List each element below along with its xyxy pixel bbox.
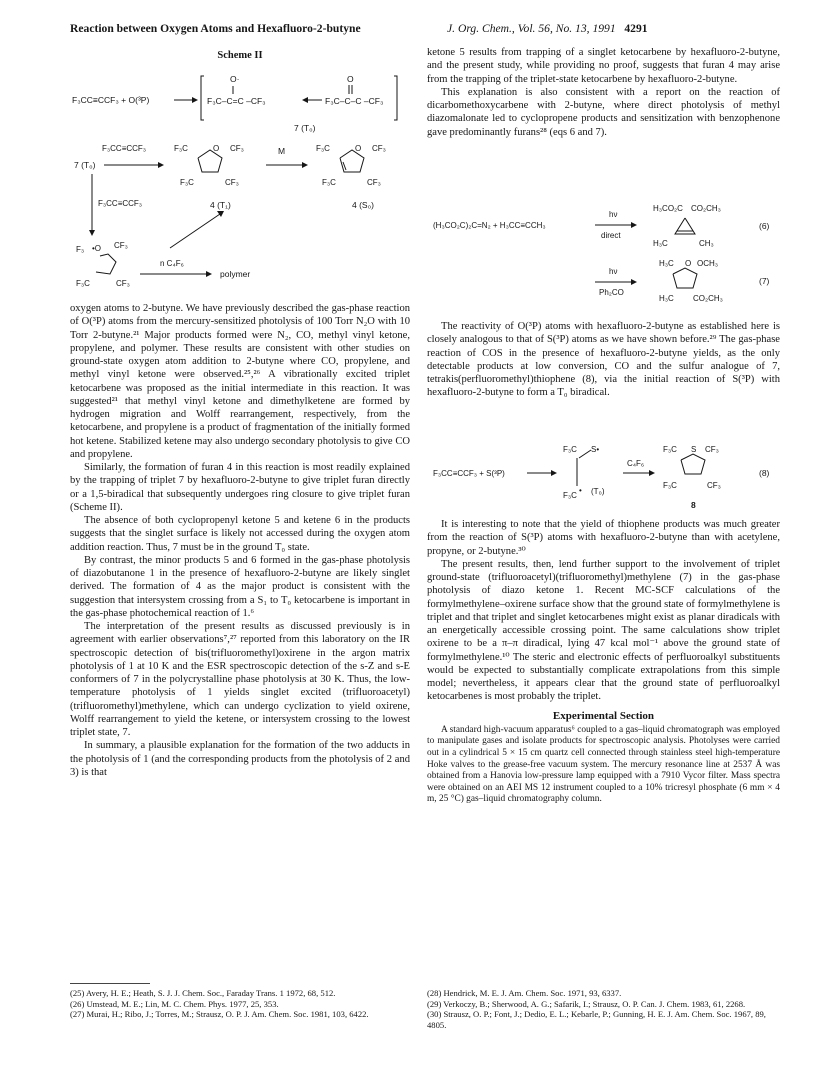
svg-text:F₃C: F₃C	[563, 445, 577, 454]
experimental-heading: Experimental Section	[552, 709, 655, 722]
svg-text:F₃C: F₃C	[663, 481, 677, 490]
scheme-arrowhead-1	[192, 97, 198, 103]
label-4-s0: 4 (S₀)	[352, 200, 374, 210]
eq8-state: (T₀)	[591, 487, 605, 496]
eq8-reactants: F₃CC≡CCF₃ + S(³P)	[433, 469, 505, 478]
biradical-intermediate	[76, 241, 130, 288]
page-number: 4291	[624, 22, 648, 35]
oxygen-b: O	[347, 74, 354, 84]
eq8-label: 8	[691, 500, 696, 510]
svg-text:O: O	[213, 144, 220, 153]
svg-text:CF₃: CF₃	[705, 445, 719, 454]
paragraph: This explanation is also consistent with a report on the reaction of dicarbomethoxycarbene with 2-butyne, where direct photolysis of methyl diazomalonate led to cyclopropene products and sensitization with benzophenone gave predominantly furans²⁸ (eqs 6 and 7).	[427, 86, 780, 138]
eq6-above: hν	[609, 210, 618, 219]
svg-text:OCH₃: OCH₃	[697, 259, 719, 268]
eq7-number: (7)	[759, 276, 770, 286]
footnotes-left	[70, 988, 410, 1020]
journal-citation	[447, 22, 648, 35]
label-m: M	[278, 146, 286, 156]
paragraph: It is interesting to note that the yield of thiophene products was much greater from the reaction of S(³P) atoms with hexafluoro-2-butyne than with acetylene, propyne, or 2-butyne.³⁰	[427, 519, 780, 557]
running-title: Reaction between Oxygen Atoms and Hexafluoro-2-butyne	[70, 22, 361, 35]
paragraph: ketone 5 results from trapping of a singlet ketocarbene by hexafluoro-2-butyne, and the present study, while providing no proof, suggests that furan 4 may arise from the trapping of the triplet-state ketocarbene by hexafluoro-2-butyne.	[427, 47, 780, 85]
footnote: (25) Avery, H. E.; Heath, S. J. J. Chem. Soc., Faraday Trans. 1 1972, 68, 512.	[70, 988, 336, 998]
label-4-t1: 4 (T₁)	[210, 200, 231, 210]
paragraph: The present results, then, lend further support to the involvement of triplet ground-state (trifluoroacetyl)(trifluoromethyl)methylene (7) in the gas-phase photolysis of diazo ketone 1. Recent MC-SCF calculations of the formylmethylene–oxirene surface show that the ground state of formylmethylene is triplet and that triplet and singlet ketocarbenes might exist as planar diradicals with an energetically accessible crossing point. The same calculations show triplet oxirene to be a π–π diradical, lying 47 kcal mol⁻¹ above the ground state of formylmethylene.¹⁰ The steric and electronic effects of perfluoroalkyl substituents would be expected to substantially complicate extrapolations from this simple model; nevertheless, it appears clear that the ground state of perfluoroalkyl ketocarbenes is most probably the triplet.	[427, 558, 780, 703]
ketocarbene-a: F₃C–C=C –CF₃	[207, 96, 266, 106]
reagent-polymer: n C₄F₆	[160, 259, 184, 268]
svg-text:CF₃: CF₃	[367, 178, 381, 187]
scheme-reactant: F₃CC≡CCF₃ + O(³P)	[72, 95, 150, 105]
svg-text:F₃C: F₃C	[174, 144, 188, 153]
ketocarbene-b: F₃C–C–C –CF₃	[325, 96, 384, 106]
svg-text:F₃C: F₃C	[76, 279, 90, 288]
svg-text:H₃C: H₃C	[659, 294, 674, 303]
paragraph: By contrast, the minor products 5 and 6 formed in the gas-phase photolysis of diazobutanone 1 in the presence of hexafluoro-2-butyne are likely singlet derived. The formation of 4 as the major product is consistent with the suggestion that intersystem crossing from a S₁ to T₀ ketocarbene is important in the gas-phase photochemical reaction of 1.⁶	[70, 554, 410, 619]
eq7-below: Ph₂CO	[599, 288, 624, 297]
footnote-rule-left	[70, 983, 150, 984]
svg-text:F₃C: F₃C	[316, 144, 330, 153]
left-column	[70, 302, 410, 779]
bracket-right	[394, 76, 397, 120]
cyclopropene-product	[653, 204, 721, 248]
furan-product	[659, 259, 723, 303]
label-7-t0: 7 (T₀)	[294, 123, 316, 133]
scheme-drawing	[70, 48, 410, 298]
journal-name: J. Org. Chem., Vol. 56, No. 13, 1991	[447, 22, 616, 35]
svg-text:H₃C: H₃C	[659, 259, 674, 268]
scheme-ii	[70, 48, 410, 298]
footnote: (29) Verkoczy, B.; Sherwood, A. G.; Safarik, I.; Strausz, O. P. Can. J. Chem. 1983, 61, 2268.	[427, 998, 746, 1009]
eq8-reagent: C₄F₆	[627, 459, 645, 468]
svg-text:CF₃: CF₃	[225, 178, 239, 187]
svg-text:H₃CO₂C: H₃CO₂C	[653, 204, 683, 213]
svg-text:CO₂CH₃: CO₂CH₃	[691, 204, 721, 213]
svg-text:CH₃: CH₃	[699, 239, 714, 248]
footnote: (27) Murai, H.; Ribo, J.; Torres, M.; Strausz, O. P. J. Am. Chem. Soc. 1981, 103, 6422.	[70, 1009, 369, 1020]
svg-text:O: O	[355, 144, 362, 153]
equations-6-7	[427, 196, 780, 308]
svg-text:S: S	[691, 445, 697, 454]
row2-reagent: F₃CC≡CCF₃	[102, 144, 147, 153]
paragraph: The reactivity of O(³P) atoms with hexafluoro-2-butyne as established here is closely analogous to that of S(³P) atoms as we have shown before.²⁹ The gas-phase reaction of COS in the presence of hexafluoro-2-butyne yields, as the only detectable products at low conversion, CO and the sulfur analogue of 7, tetrakis(perfluoromethyl)thiophene (8), via the initial reaction of S(³P) with hexafluoro-2-butyne to form a T₀ biradical.	[427, 321, 780, 399]
right-column-mid	[427, 320, 780, 400]
right-column-top	[427, 46, 780, 139]
eq6-reactants: (H₃CO₂C)₂C=N₂ + H₃CC≡CCH₃	[433, 221, 546, 230]
eq8-number: (8)	[759, 468, 770, 478]
eq7-above: hν	[609, 267, 618, 276]
footnote: (26) Umstead, M. E.; Lin, M. C. Chem. Phys. 1977, 25, 353.	[70, 998, 279, 1009]
paragraph: The absence of both cyclopropenyl ketone 5 and ketene 6 in the products suggests that the singlet surface is likely not accessed during the oxygen atom addition reaction. Thus, 7 must be in the ground T₀ state.	[70, 515, 410, 553]
svg-text:•: •	[579, 486, 582, 495]
svg-text:CF₃: CF₃	[114, 241, 128, 250]
paragraph: oxygen atoms to 2-butyne. We have previously described the gas-phase reaction of O(³P) atoms from the mercury-sensitized photolysis of 100 Torr N₂O with 10 Torr 2-butyne.²¹ Major products formed were N₂, CO, methyl vinyl ketone, propylene, and polymer. These results are consistent with other studies on ground-state oxygen atom addition to 2-butyne where CO, propylene, and methyl vinyl ketone were observed.²⁵,²⁶ A vibrationally excited triplet ketocarbene was proposed as the initial intermediate in this reaction. It was suggested²¹ that methyl vinyl ketone and dimethylketene are formed by hydrogen migration and Wolff rearrangement, respectively, from the ketocarbene, and propylene is a product of fragmentation of the initially formed hot ketene. Stabilized ketene may also undergo secondary photolysis to give CO and propylene.	[70, 303, 410, 460]
reagent-down: F₃CC≡CCF₃	[98, 199, 143, 208]
svg-text:CO₂CH₃: CO₂CH₃	[693, 294, 723, 303]
svg-text:CF₃: CF₃	[116, 279, 130, 288]
scheme-title: Scheme II	[217, 50, 263, 61]
paragraph: In summary, a plausible explanation for the formation of the two adducts in the photolysis of 1 (and the corresponding products from the photolysis of 2 and 3) is that	[70, 740, 410, 778]
svg-text:S•: S•	[591, 445, 600, 454]
right-column-bottom	[427, 518, 780, 806]
eq-drawing	[427, 196, 780, 308]
eq8-drawing	[427, 436, 780, 514]
eq6-below: direct	[601, 231, 621, 240]
oxy-radical-a: O·	[230, 74, 240, 84]
svg-text:F₃C: F₃C	[322, 178, 336, 187]
footnotes-right	[427, 988, 780, 1030]
svg-text:O: O	[685, 259, 692, 268]
furan-singlet	[316, 144, 386, 187]
eq6-number: (6)	[759, 221, 770, 231]
footnote: (28) Hendrick, M. E. J. Am. Chem. Soc. 1971, 93, 6337.	[427, 988, 622, 998]
svg-text:F₃C: F₃C	[180, 178, 194, 187]
row2-start: 7 (T₀)	[74, 160, 96, 170]
equilibrium-arrowhead	[302, 97, 308, 103]
svg-text:H₃C: H₃C	[653, 239, 668, 248]
furan-triplet	[174, 144, 244, 187]
svg-text:F₃C: F₃C	[563, 491, 577, 500]
paragraph: The interpretation of the present results as discussed previously is in agreement with earlier observations⁷,²⁷ reported from this laboratory on the IR spectroscopic detection of bis(trifluoromethyl)oxirene in the argon matrix photolysis of 1 at 10 K and the ESR spectroscopic detection of the s-Z and s-E conformers of 7 in the polycrystalline phase photolysis at 30 K. Thus, the low-temperature photolysis of 1 yields singlet excited (trifluoroacetyl)(trifluoromethyl)methylene, which can undergo cyclization to yield oxirene, Wolff rearrangement to yield the ketene, or intersystem crossing to the lowest triplet state, 7.	[70, 621, 410, 738]
svg-text:CF₃: CF₃	[707, 481, 721, 490]
paragraph: Similarly, the formation of furan 4 in this reaction is most readily explained by the trapping of triplet 7 by hexafluoro-2-butyne to give triplet furan directly or a 1,5-biradical that subsequently undergoes ring closure to give triplet furan (Scheme II).	[70, 462, 410, 513]
svg-text:CF₃: CF₃	[372, 144, 386, 153]
thiophene-product	[663, 445, 721, 490]
svg-text:F₃C: F₃C	[663, 445, 677, 454]
footnote: (30) Strausz, O. P.; Font, J.; Dedio, E. L.; Kebarle, P.; Gunning, H. E. J. Am. Chem. Soc. 1967, 89, 4805.	[427, 1009, 766, 1030]
svg-text:•O: •O	[92, 244, 102, 253]
bracket-left	[201, 76, 204, 120]
product-polymer: polymer	[220, 269, 251, 279]
experimental-text: A standard high-vacuum apparatus⁶ coupled to a gas–liquid chromatograph was employed to manipulate gases and isolate products for spectroscopic analysis. Photolyses were carried out in a cylindrical 5 × 15 cm quartz cell connected through stainless steel high-temperature Hoke valves to the grease-free vacuum system. The mercury resonance line at 2537 Å was obtained from a Hanovia low-pressure lamp equipped with a 7910 Vycor filter. Mass spectra were obtained on an AEI MS 12 instrument coupled to a 10% tricresyl phosphate (6 mm × 4 m, 25 °C) gas–liquid chromatography column.	[427, 724, 780, 805]
svg-text:F₃: F₃	[76, 245, 85, 254]
equation-8	[427, 436, 780, 514]
svg-text:CF₃: CF₃	[230, 144, 244, 153]
